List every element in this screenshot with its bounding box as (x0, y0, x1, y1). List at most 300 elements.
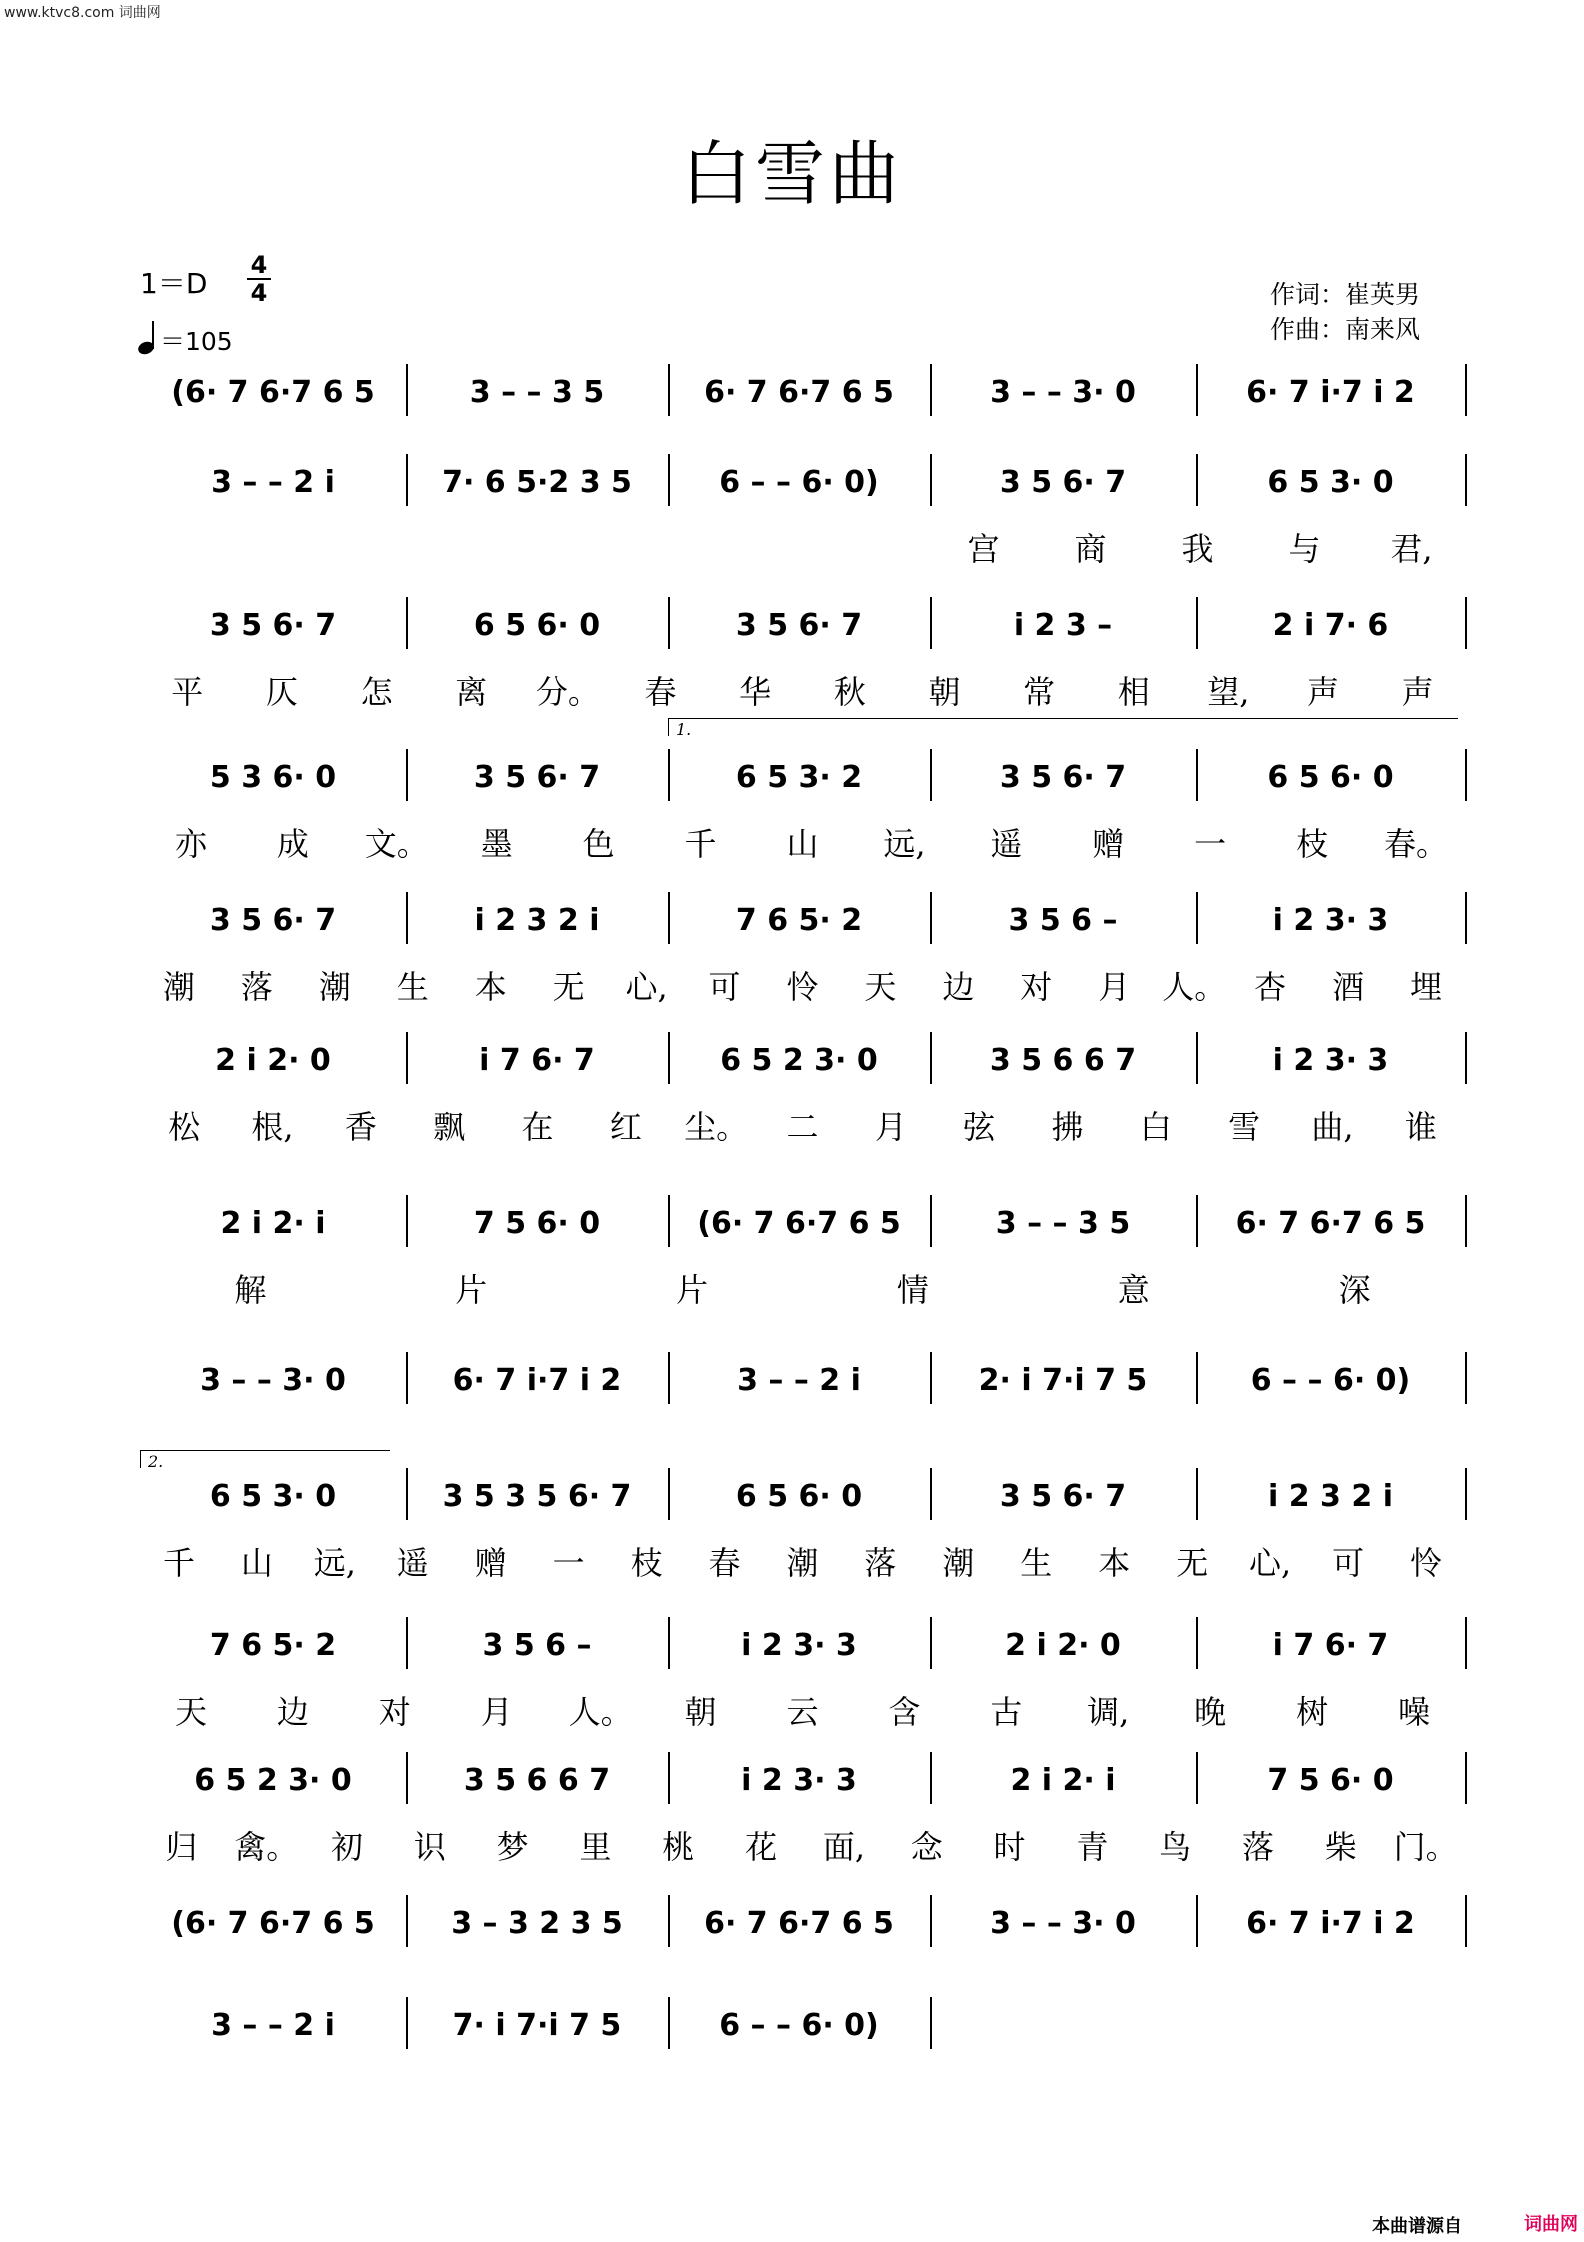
barline (1465, 1032, 1467, 1084)
measure-notes: 6· 7 6·7 6 5 (704, 374, 894, 410)
measure-notes: 6 5 6· 0 (735, 1478, 863, 1514)
measure-notes: 6 – – 6· 0) (1250, 1362, 1411, 1398)
lyric-char: 飘 (433, 1108, 466, 1146)
lyric-char: 无 (1176, 1544, 1209, 1582)
measure (938, 900, 1188, 940)
lyric-char: 月 (874, 1108, 907, 1146)
lyric-char: 远, (883, 825, 926, 863)
barline (668, 364, 670, 416)
lyric-char: 常 (1023, 673, 1056, 711)
barline (406, 892, 408, 944)
quarter-note-icon (138, 324, 160, 354)
measure-notes: 2 i 7· 6 (1272, 607, 1389, 643)
lyrics-row (140, 962, 1465, 1006)
measure-notes: 3 5 6 6 7 (989, 1042, 1137, 1078)
lyric-char: 青 (1076, 1828, 1109, 1866)
measure-notes: i 2 3· 3 (1272, 1042, 1389, 1078)
measure-notes: 3 – – 2 i (211, 464, 335, 500)
lyrics-row (140, 524, 1465, 568)
lyric-char: 深 (1338, 1271, 1371, 1309)
measure (148, 757, 398, 797)
barline (1465, 1352, 1467, 1404)
measure (676, 1360, 922, 1400)
volta-bracket (140, 1450, 390, 1451)
measure (676, 605, 922, 645)
notation-row (140, 462, 1465, 502)
barline (1196, 749, 1198, 801)
lyric-char: 枝 (1296, 825, 1329, 863)
measure-notes: (6· 7 6·7 6 5 (697, 1205, 901, 1241)
measure-notes: 3 – – 3 5 (995, 1205, 1131, 1241)
lyric-char: 月 (1098, 968, 1131, 1006)
barline (1465, 1617, 1467, 1669)
lyric-char: 无 (552, 968, 585, 1006)
barline (668, 1617, 670, 1669)
measure-notes: 3 – – 3· 0 (200, 1362, 346, 1398)
barline (930, 892, 932, 944)
measure (1204, 1360, 1457, 1400)
lyric-char: 怎 (360, 673, 393, 711)
measure (676, 757, 922, 797)
measure-notes: i 7 6· 7 (1272, 1627, 1389, 1663)
measure-notes: 7· i 7·i 7 5 (452, 2007, 622, 2043)
barline (930, 1752, 932, 1804)
measure (938, 1360, 1188, 1400)
lyric-char: 华 (739, 673, 772, 711)
measure-notes: 2· i 7·i 7 5 (978, 1362, 1148, 1398)
measure-notes: 6 5 3· 2 (735, 759, 863, 795)
barline (1196, 892, 1198, 944)
barline (668, 1895, 670, 1947)
lyric-char: 识 (413, 1828, 446, 1866)
lyric-char: 柴 (1324, 1828, 1357, 1866)
lyricist: 作词：崔英男 (1270, 280, 1421, 309)
lyric-char: 根, (251, 1108, 294, 1146)
lyric-char: 古 (990, 1693, 1023, 1731)
measure (148, 1903, 398, 1943)
measure-notes: i 2 3 2 i (474, 902, 600, 938)
lyric-char: 解 (234, 1271, 267, 1309)
lyric-char: 曲, (1311, 1108, 1354, 1146)
measure (414, 1476, 660, 1516)
lyric-char: 天 (864, 968, 897, 1006)
lyric-char: 在 (521, 1108, 554, 1146)
lyric-char: 情 (896, 1271, 929, 1309)
barline (930, 1468, 932, 1520)
lyric-char: 潮 (786, 1544, 819, 1582)
volta-label: 1. (676, 720, 692, 739)
measure (1204, 1040, 1457, 1080)
measure-notes: 3 5 6· 7 (473, 759, 601, 795)
lyric-char: 文。 (364, 825, 429, 863)
measure (148, 1360, 398, 1400)
footer-logo[interactable]: 词曲网 (1524, 2214, 1578, 2235)
lyric-char: 对 (1020, 968, 1053, 1006)
measure (676, 900, 922, 940)
barline (1465, 749, 1467, 801)
notation-row (140, 757, 1465, 797)
barline (1196, 1895, 1198, 1947)
barline (930, 1997, 932, 2049)
composer: 作曲：南来风 (1270, 315, 1421, 344)
measure (148, 1625, 398, 1665)
lyric-char: 晚 (1194, 1693, 1227, 1731)
barline (668, 749, 670, 801)
lyric-char: 调, (1087, 1693, 1130, 1731)
measure (148, 2005, 398, 2045)
lyric-char: 离 (455, 673, 488, 711)
lyric-char: 遥 (396, 1544, 429, 1582)
lyrics-row (140, 819, 1465, 863)
barline (1196, 1468, 1198, 1520)
notation-row (140, 2005, 1465, 2045)
measure (676, 1625, 922, 1665)
lyric-char: 雪 (1228, 1108, 1261, 1146)
lyric-char: 片 (455, 1271, 488, 1309)
measure (1204, 1203, 1457, 1243)
lyric-char: 弦 (963, 1108, 996, 1146)
barline (930, 454, 932, 506)
lyric-char: 枝 (630, 1544, 663, 1582)
barline (930, 1352, 932, 1404)
notation-row (140, 1476, 1465, 1516)
measure-notes: 6· 7 6·7 6 5 (1235, 1205, 1426, 1241)
site-url[interactable]: www.ktvc8.com 词曲网 (4, 5, 161, 21)
measure-notes: 6· 7 i·7 i 2 (1246, 374, 1415, 410)
barline (930, 597, 932, 649)
barline (1465, 597, 1467, 649)
barline (1196, 364, 1198, 416)
lyric-char: 天 (174, 1693, 207, 1731)
notation-row (140, 1625, 1465, 1665)
lyric-char: 我 (1181, 530, 1214, 568)
lyric-char: 远, (313, 1544, 356, 1582)
lyrics-row (140, 1822, 1465, 1866)
measure (414, 757, 660, 797)
barline (406, 1352, 408, 1404)
measure (414, 1903, 660, 1943)
measure-notes: (6· 7 6·7 6 5 (171, 1905, 375, 1941)
measure (938, 757, 1188, 797)
measure (414, 1203, 660, 1243)
measure-notes: (6· 7 6·7 6 5 (171, 374, 375, 410)
lyric-char: 埋 (1410, 968, 1443, 1006)
measure-notes: 6 – – 6· 0) (719, 464, 879, 500)
lyric-char: 潮 (942, 1544, 975, 1582)
lyric-char: 面, (822, 1828, 865, 1866)
measure-notes: i 2 3 2 i (1268, 1478, 1393, 1514)
lyric-char: 潮 (162, 968, 195, 1006)
measure-notes: 6 5 6· 0 (473, 607, 601, 643)
barline (406, 454, 408, 506)
lyric-char: 宫 (967, 530, 1000, 568)
measure (938, 372, 1188, 412)
measure-notes: 2 i 2· i (1010, 1762, 1116, 1798)
measure (676, 1903, 922, 1943)
lyric-char: 初 (331, 1828, 364, 1866)
lyric-char: 赠 (474, 1544, 507, 1582)
measure-notes: 6· 7 i·7 i 2 (452, 1362, 622, 1398)
barline (668, 597, 670, 649)
lyrics-row (140, 1687, 1465, 1731)
lyric-char: 落 (864, 1544, 897, 1582)
barline (406, 1195, 408, 1247)
lyric-char: 生 (1020, 1544, 1053, 1582)
lyrics-row (140, 1265, 1465, 1309)
lyric-char: 红 (609, 1108, 642, 1146)
volta-bracket-edge (140, 1450, 141, 1468)
lyric-char: 与 (1288, 530, 1321, 568)
measure (676, 2005, 922, 2045)
measure (676, 462, 922, 502)
measure (1204, 372, 1457, 412)
measure-notes: 3 – – 3 5 (469, 374, 605, 410)
lyric-char: 潮 (318, 968, 351, 1006)
lyric-char: 春 (644, 673, 677, 711)
lyric-char: 松 (168, 1108, 201, 1146)
measure-notes: i 2 3· 3 (741, 1627, 857, 1663)
lyric-char: 白 (1139, 1108, 1172, 1146)
lyric-char: 山 (786, 825, 819, 863)
barline (930, 749, 932, 801)
barline (930, 1617, 932, 1669)
measure (938, 1625, 1188, 1665)
volta-bracket-edge (668, 718, 669, 736)
barline (1196, 597, 1198, 649)
barline (668, 1997, 670, 2049)
measure-notes: 2 i 2· i (220, 1205, 326, 1241)
tempo-value: ＝105 (160, 327, 233, 356)
measure (676, 1760, 922, 1800)
measure (148, 372, 398, 412)
notation-row (140, 900, 1465, 940)
measure (676, 1476, 922, 1516)
measure-notes: 2 i 2· 0 (1005, 1627, 1121, 1663)
notation-row (140, 1040, 1465, 1080)
time-signature (244, 252, 274, 306)
measure (414, 462, 660, 502)
barline (406, 1468, 408, 1520)
measure (1204, 1476, 1457, 1516)
barline (1196, 1195, 1198, 1247)
measure-notes: 6 5 3· 0 (1267, 464, 1394, 500)
lyric-char: 落 (1241, 1828, 1274, 1866)
measure-notes: 3 – – 2 i (737, 1362, 861, 1398)
measure-notes: 3 5 3 5 6· 7 (442, 1478, 632, 1514)
measure (148, 605, 398, 645)
barline (668, 1195, 670, 1247)
lyric-char: 色 (582, 825, 615, 863)
lyric-char: 商 (1074, 530, 1107, 568)
measure (1204, 605, 1457, 645)
lyric-char: 生 (396, 968, 429, 1006)
measure-notes: 7 5 6· 0 (473, 1205, 601, 1241)
lyric-char: 赠 (1092, 825, 1125, 863)
measure-notes: 5 3 6· 0 (209, 759, 337, 795)
lyric-char: 一 (552, 1544, 585, 1582)
measure-notes: 7· 6 5·2 3 5 (442, 464, 632, 500)
notation-row (140, 1760, 1465, 1800)
measure (938, 1040, 1188, 1080)
measure (414, 900, 660, 940)
measure (1204, 1760, 1457, 1800)
measure-notes: 6 – – 6· 0) (719, 2007, 879, 2043)
lyric-char: 树 (1296, 1693, 1329, 1731)
lyric-char: 酒 (1332, 968, 1365, 1006)
measure (1204, 1625, 1457, 1665)
barline (1196, 1617, 1198, 1669)
barline (668, 1032, 670, 1084)
barline (1196, 1352, 1198, 1404)
lyric-char: 声 (1307, 673, 1340, 711)
lyric-char: 归 (165, 1828, 198, 1866)
barline (1465, 892, 1467, 944)
measure-notes: i 2 3· 3 (741, 1762, 857, 1798)
lyric-char: 二 (786, 1108, 819, 1146)
measure-notes: 7 6 5· 2 (735, 902, 863, 938)
lyrics-row (140, 1538, 1465, 1582)
lyric-char: 云 (786, 1693, 819, 1731)
measure (414, 605, 660, 645)
measure-notes: 6 5 6· 0 (1267, 759, 1394, 795)
barline (930, 364, 932, 416)
barline (1465, 1895, 1467, 1947)
measure (676, 372, 922, 412)
measure-notes: 3 – – 3· 0 (990, 1905, 1136, 1941)
barline (406, 1032, 408, 1084)
lyric-char: 拂 (1051, 1108, 1084, 1146)
lyric-char: 片 (676, 1271, 709, 1309)
barline (406, 364, 408, 416)
volta-bracket (668, 718, 1458, 719)
lyric-char: 平 (171, 673, 204, 711)
lyric-char: 尘。 (684, 1108, 749, 1146)
barline (668, 454, 670, 506)
measure (414, 1040, 660, 1080)
measure (148, 1040, 398, 1080)
time-signature-bottom: 4 (250, 279, 268, 307)
lyric-char: 落 (240, 968, 273, 1006)
measure-notes: 2 i 2· 0 (215, 1042, 331, 1078)
barline (1196, 1032, 1198, 1084)
measure-notes: 3 – – 3· 0 (990, 374, 1136, 410)
barline (1196, 454, 1198, 506)
measure-notes: 3 5 6 6 7 (463, 1762, 611, 1798)
lyric-char: 花 (745, 1828, 778, 1866)
measure (676, 1040, 922, 1080)
lyric-char: 秋 (833, 673, 866, 711)
measure-notes: 3 5 6· 7 (999, 1478, 1127, 1514)
lyric-char: 禽。 (234, 1828, 299, 1866)
measure (148, 1203, 398, 1243)
measure (938, 1903, 1188, 1943)
measure (148, 462, 398, 502)
lyric-char: 鸟 (1159, 1828, 1192, 1866)
measure-notes: 6 5 3· 0 (209, 1478, 337, 1514)
measure (938, 462, 1188, 502)
lyric-char: 墨 (480, 825, 513, 863)
lyric-char: 千 (684, 825, 717, 863)
barline (930, 1895, 932, 1947)
lyric-char: 分。 (535, 673, 600, 711)
measure (148, 1476, 398, 1516)
measure-notes: 6 5 2 3· 0 (194, 1762, 352, 1798)
barline (1465, 364, 1467, 416)
lyric-char: 遥 (990, 825, 1023, 863)
lyric-char: 边 (942, 968, 975, 1006)
lyric-char: 仄 (265, 673, 298, 711)
lyric-char: 春。 (1384, 825, 1449, 863)
barline (1465, 1195, 1467, 1247)
lyric-char: 朝 (928, 673, 961, 711)
lyric-char: 成 (276, 825, 309, 863)
measure (1204, 1903, 1457, 1943)
measure-notes: 3 5 6 – (1008, 902, 1118, 938)
lyric-char: 谁 (1404, 1108, 1437, 1146)
tempo-marking (138, 322, 233, 358)
lyric-char: 亦 (174, 825, 207, 863)
lyric-char: 望, (1207, 673, 1250, 711)
key-signature: 1＝D (140, 267, 208, 300)
barline (1465, 1468, 1467, 1520)
measure-notes: 6· 7 6·7 6 5 (704, 1905, 894, 1941)
lyric-char: 心, (625, 968, 668, 1006)
lyric-char: 朝 (684, 1693, 717, 1731)
measure-notes: 3 – 3 2 3 5 (451, 1905, 623, 1941)
measure-notes: i 2 3 – (1013, 607, 1113, 643)
lyric-char: 人。 (1162, 968, 1227, 1006)
measure (1204, 900, 1457, 940)
measure-notes: 7 5 6· 0 (1267, 1762, 1394, 1798)
barline (930, 1195, 932, 1247)
time-signature-top: 4 (250, 251, 268, 279)
lyric-char: 怜 (1410, 1544, 1443, 1582)
lyric-char: 一 (1194, 825, 1227, 863)
measure-notes: 3 5 6· 7 (735, 607, 863, 643)
lyric-char: 千 (162, 1544, 195, 1582)
measure-notes: 6· 7 i·7 i 2 (1246, 1905, 1415, 1941)
notation-row (140, 1903, 1465, 1943)
lyric-char: 相 (1117, 673, 1150, 711)
song-title: 白雪曲 (681, 133, 903, 215)
measure-notes: i 2 3· 3 (1272, 902, 1389, 938)
measure (938, 605, 1188, 645)
notation-row (140, 372, 1465, 412)
lyric-char: 人。 (568, 1693, 633, 1731)
lyric-char: 春 (708, 1544, 741, 1582)
lyric-char: 怜 (786, 968, 819, 1006)
barline (406, 1895, 408, 1947)
barline (668, 892, 670, 944)
measure-notes: 6 5 2 3· 0 (720, 1042, 878, 1078)
barline (1196, 1752, 1198, 1804)
measure (676, 1203, 922, 1243)
lyric-char: 君, (1390, 530, 1433, 568)
barline (406, 1752, 408, 1804)
barline (668, 1752, 670, 1804)
barline (406, 749, 408, 801)
measure (938, 1203, 1188, 1243)
lyric-char: 念 (910, 1828, 943, 1866)
lyric-char: 香 (344, 1108, 377, 1146)
lyrics-row (140, 1102, 1465, 1146)
lyric-char: 对 (378, 1693, 411, 1731)
notation-row (140, 1203, 1465, 1243)
measure-notes: 3 5 6· 7 (209, 607, 337, 643)
barline (668, 1352, 670, 1404)
barline (1465, 454, 1467, 506)
lyric-char: 噪 (1398, 1693, 1431, 1731)
